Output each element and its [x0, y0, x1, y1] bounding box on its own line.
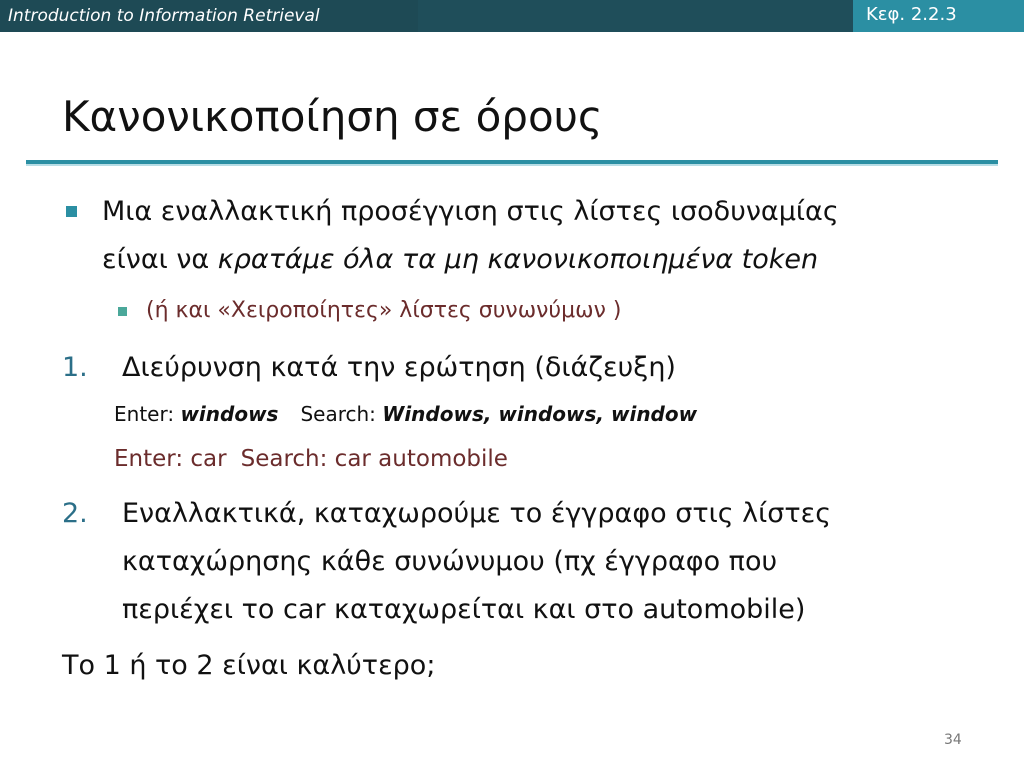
page-number: 34	[944, 732, 962, 748]
example1-enter-value: windows	[180, 402, 279, 426]
sub-bullet-text: (ή και «Χειροποίητες» λίστες συνωνύμων )	[146, 298, 622, 323]
square-bullet-icon	[66, 206, 77, 217]
item2-line3: περιέχει το car καταχωρείται και στο automobile)	[122, 594, 806, 625]
example2-enter: Enter: car	[114, 446, 227, 472]
slide-title: Κανονικοποίηση σε όρους	[62, 92, 603, 141]
small-square-bullet-icon	[118, 307, 127, 316]
course-title: Introduction to Information Retrieval	[8, 6, 320, 26]
example1-enter-label: Enter:	[114, 402, 181, 426]
example1-search-label: Search:	[300, 402, 383, 426]
header-mid-panel	[420, 0, 852, 32]
item2-line2: καταχώρησης κάθε συνώνυμου (πχ έγγραφο που	[122, 546, 778, 577]
bullet1-line1: Μια εναλλακτική προσέγγιση στις λίστες ισοδυναμίας	[102, 196, 839, 227]
bullet1-line2-prefix: είναι να	[102, 244, 218, 275]
title-divider-shadow	[26, 164, 998, 166]
closing-question: Το 1 ή το 2 είναι καλύτερο;	[62, 650, 436, 681]
example2-search: Search: car automobile	[240, 446, 508, 472]
header-bar	[0, 0, 1024, 32]
item1-number: 1.	[62, 352, 88, 383]
example1-line	[114, 402, 697, 426]
example2-line	[114, 446, 508, 472]
item2-number: 2.	[62, 498, 88, 529]
bullet1-line2-italic: κρατάμε όλα τα μη κανονικοποιημένα token	[217, 244, 819, 275]
chapter-reference: Κεφ. 2.2.3	[866, 4, 957, 25]
item1-text: Διεύρυνση κατά την ερώτηση (διάζευξη)	[122, 352, 676, 383]
item2-line1: Εναλλακτικά, καταχωρούμε το έγγραφο στις λίστες	[122, 498, 832, 529]
bullet1-line2	[102, 244, 818, 275]
example1-search-value: Windows, windows, window	[382, 402, 698, 426]
